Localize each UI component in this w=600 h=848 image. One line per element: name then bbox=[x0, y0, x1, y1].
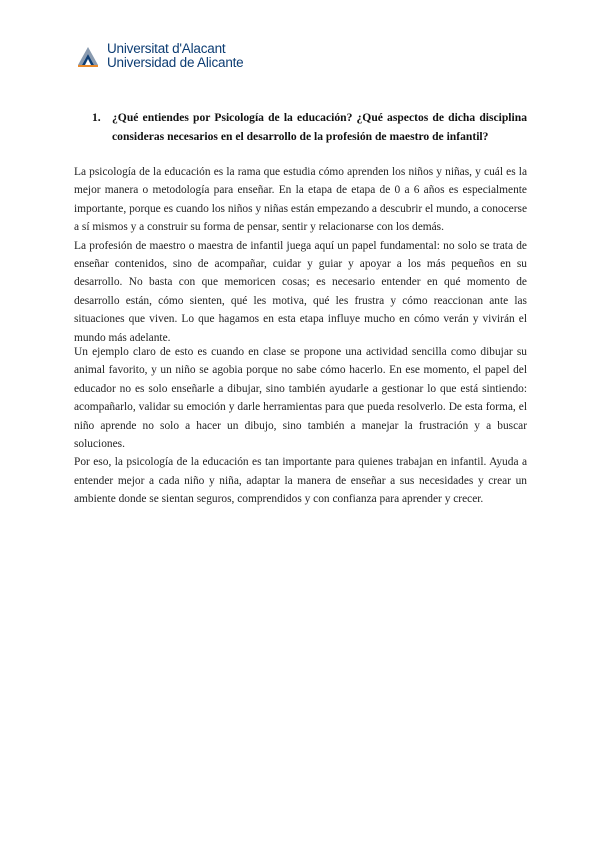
question-text: ¿Qué entiendes por Psicología de la educación? ¿Qué aspectos de dicha disciplina consideras necesarios en el desarrollo de la profesión de maestro de infantil? bbox=[112, 111, 527, 143]
question-heading bbox=[92, 108, 527, 146]
answer-paragraph: La profesión de maestro o maestra de infantil juega aquí un papel fundamental: no solo se trata de enseñar contenidos, sino de acompañar, cuidar y guiar y apoyar a los más pequeños en su desarrollo. No basta con que memoricen cosas; es necesario entender en qué momento de desarrollo están, cómo sienten, qué les motiva, qué les frustra y cómo reaccionan ante las situaciones que viven. Lo que hagamos en esta etapa influye mucho en cómo verán y vivirán el mundo más adelante. bbox=[74, 239, 527, 344]
answer-paragraph: La psicología de la educación es la rama que estudia cómo aprenden los niños y niñas, y cuál es la mejor manera o metodología para enseñar. En la etapa de etapa de 0 a 6 años es especialmente importante, porque es cuando los niños y niñas están empezando a descubrir el mundo, a conocerse a sí mismos y a construir su forma de pensar, sentir y relacionarse con los demás. bbox=[74, 166, 527, 234]
university-logo bbox=[76, 42, 243, 70]
logo-text bbox=[107, 42, 243, 70]
answer-paragraph: Por eso, la psicología de la educación es tan importante para quienes trabajan en infantil. Ayuda a entender mejor a cada niño y niña, adaptar la manera de enseñar a sus necesidades y crear un ambiente donde se sientan seguros, comprendidos y con confianza para aprender y crecer. bbox=[74, 456, 527, 506]
answer-paragraph: Un ejemplo claro de esto es cuando en clase se propone una actividad sencilla como dibujar su animal favorito, y un niño se agobia porque no sabe cómo hacerlo. En ese momento, el papel del educador no es solo enseñarle a dibujar, sino también ayudarle a gestionar lo que está sintiendo: acompañarlo, validar su emoción y darle herramientas para que pueda resolverlo. De esta forma, el niño aprende no solo a hacer un dibujo, sino también a manejar la frustración y a buscar soluciones. bbox=[74, 346, 527, 451]
logo-line-valencian: Universitat d'Alacant bbox=[107, 41, 226, 56]
answer-block-1 bbox=[74, 163, 527, 347]
answer-block-2 bbox=[74, 343, 527, 509]
question-number: 1. bbox=[92, 111, 101, 124]
university-logo-icon bbox=[76, 44, 100, 68]
logo-line-spanish: Universidad de Alicante bbox=[107, 55, 244, 70]
